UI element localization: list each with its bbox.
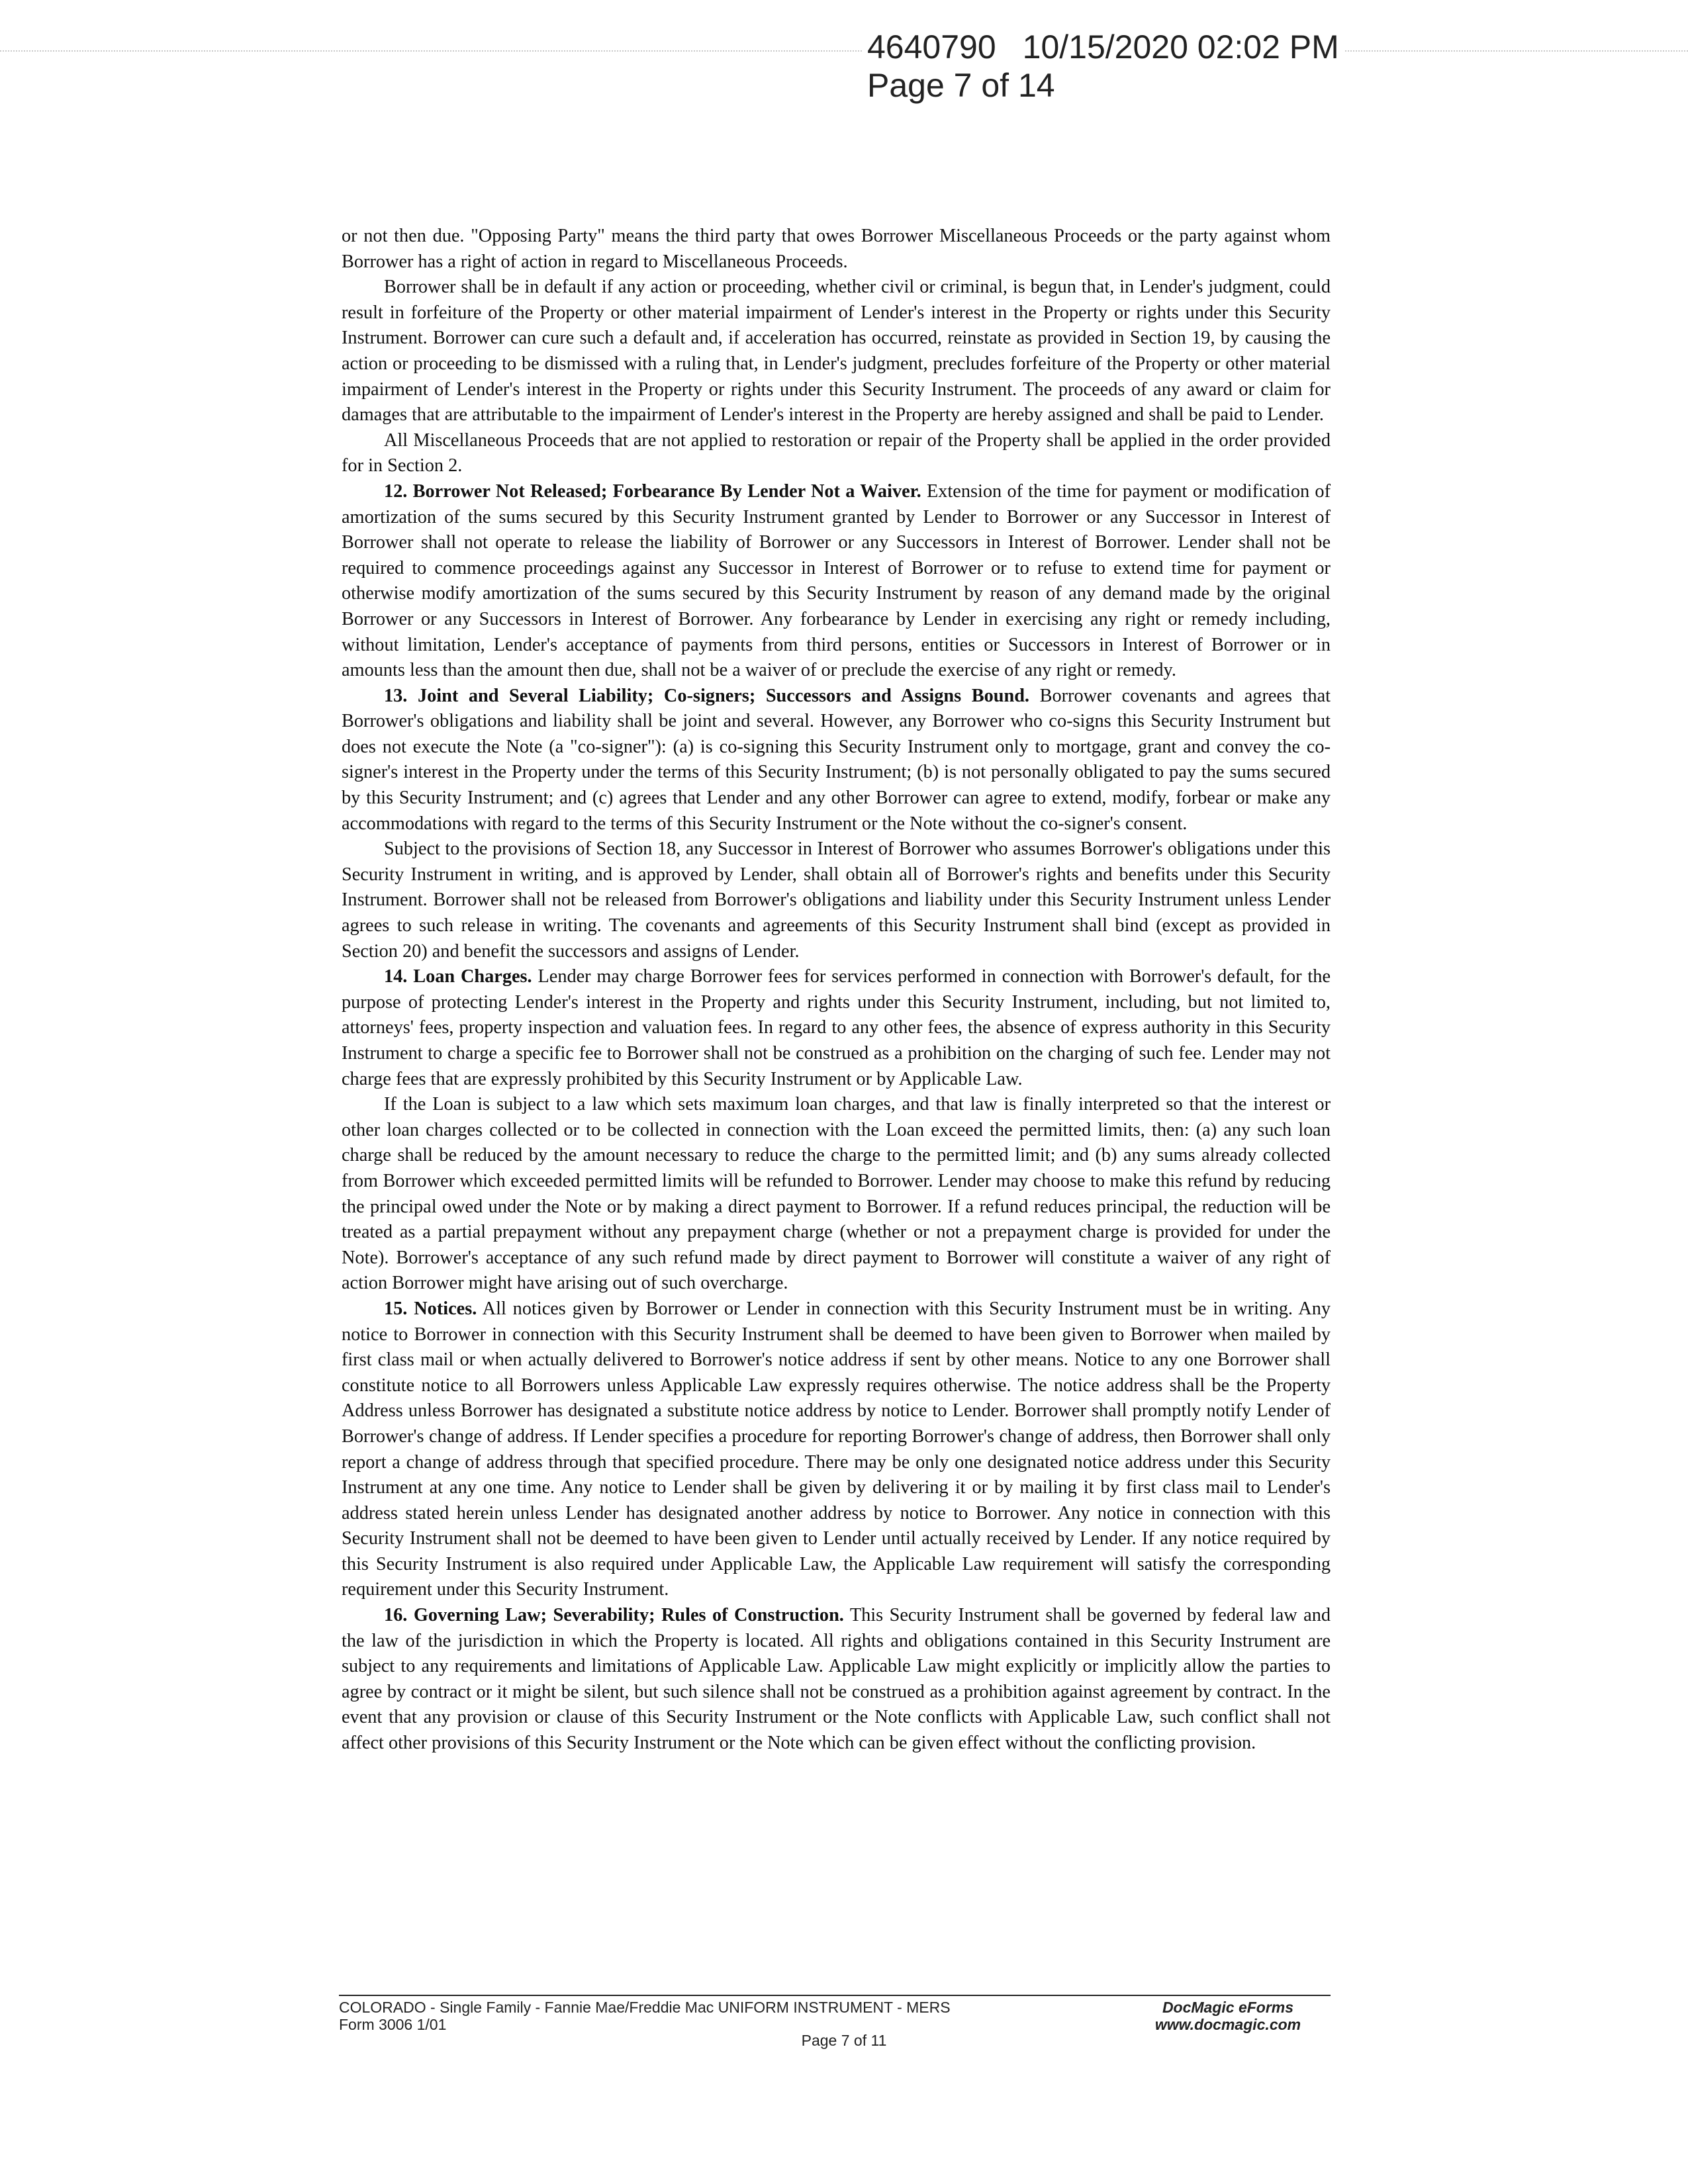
footer-website: www.docmagic.com	[1154, 2016, 1301, 2033]
recording-page: Page 7 of 14	[867, 67, 1055, 104]
footer-form-number: Form 3006 1/01	[339, 2016, 447, 2033]
footer-vendor-info	[1125, 1999, 1331, 2033]
footer-vendor: DocMagic eForms	[1162, 1999, 1294, 2016]
paragraph-heading: 15. Notices.	[384, 1298, 477, 1319]
paragraph-text: Subject to the provisions of Section 18, any Successor in Interest of Borrower who assumes Borrower's obligations under this Security Instrument in writing, and is approved by Lender, shall obtain all of Borrower's rights and benefits under this Security Instrument. Borrower shall not be released from Borrower's obligations and liability under this Security Instrument unless Lender agrees to such release in writing. The covenants and agreements of this Security Instrument shall bind (except as provided in Section 20) and benefit the successors and assigns of Lender.	[342, 839, 1331, 962]
paragraph	[342, 1092, 1331, 1297]
footer-rule	[339, 1995, 1331, 1996]
paragraph-text: This Security Instrument shall be governed by federal law and the law of the jurisdiction in which the Property is located. All rights and obligations contained in this Security Instrument are subject to any requirements and limitations of Applicable Law. Applicable Law might explicitly or implicitly allow the parties to agree by contract or it might be silent, but such silence shall not be construed as a prohibition against agreement by contract. In the event that any provision or clause of this Security Instrument or the Note conflicts with Applicable Law, such conflict shall not affect other provisions of this Security Instrument or the Note which can be given effect without the conflicting provision.	[342, 1605, 1331, 1754]
paragraph-text: Borrower shall be in default if any action or proceeding, whether civil or criminal, is begun that, in Lender's judgment, could result in forfeiture of the Property or other material impairment of Lender's interest in the Property or rights under this Security Instrument. Borrower can cure such a default and, if acceleration has occurred, reinstate as provided in Section 19, by causing the action or proceeding to be dismissed with a ruling that, in Lender's judgment, precludes forfeiture of the Property or other material impairment of Lender's interest in the Property or rights under this Security Instrument. The proceeds of any award or claim for damages that are attributable to the impairment of Lender's interest in the Property are hereby assigned and shall be paid to Lender.	[342, 277, 1331, 426]
document-body	[342, 224, 1331, 1756]
paragraph-heading: 13. Joint and Several Liability; Co-signers; Successors and Assigns Bound.	[384, 685, 1030, 706]
recording-doc-number: 4640790	[867, 28, 996, 66]
paragraph	[342, 224, 1331, 275]
recording-dotted-rule	[0, 50, 1688, 52]
paragraph-heading: 16. Governing Law; Severability; Rules of Construction.	[384, 1605, 844, 1626]
paragraph-text: If the Loan is subject to a law which sets maximum loan charges, and that law is finally interpreted so that the interest or other loan charges collected or to be collected in connection with the Loan exceed the permitted limits, then: (a) any such loan charge shall be reduced by the amount necessary to reduce the charge to the permitted limit; and (b) any sums already collected from Borrower which exceeded permitted limits will be refunded to Borrower. Lender may choose to make this refund by reducing the principal owed under the Note or by making a direct payment to Borrower. If a refund reduces principal, the reduction will be treated as a partial prepayment without any prepayment charge (whether or not a prepayment charge is provided for under the Note). Borrower's acceptance of any such refund made by direct payment to Borrower will constitute a waiver of any right of action Borrower might have arising out of such overcharge.	[342, 1094, 1331, 1294]
paragraph-text: Borrower covenants and agrees that Borrower's obligations and liability shall be joint and several. However, any Borrower who co-signs this Security Instrument but does not execute the Note (a "co-signer"): (a) is co-signing this Security Instrument only to mortgage, grant and convey the co-signer's interest in the Property under the terms of this Security Instrument; (b) is not personally obligated to pay the sums secured by this Security Instrument; and (c) agrees that Lender and any other Borrower can agree to extend, modify, forbear or make any accommodations with regard to the terms of this Security Instrument or the Note without the co-signer's consent.	[342, 685, 1331, 834]
paragraph	[342, 964, 1331, 1092]
paragraph-text: All Miscellaneous Proceeds that are not applied to restoration or repair of the Property shall be applied in the order provided for in Section 2.	[342, 430, 1331, 477]
paragraph-text: or not then due. "Opposing Party" means the third party that owes Borrower Miscellaneous Proceeds or the party against whom Borrower has a right of action in regard to Miscellaneous Proceeds.	[342, 226, 1331, 272]
paragraph	[342, 684, 1331, 837]
paragraph	[342, 837, 1331, 964]
recording-stamp	[862, 28, 1344, 105]
paragraph	[342, 479, 1331, 684]
paragraph-text: All notices given by Borrower or Lender in connection with this Security Instrument must be in writing. Any notice to Borrower in connection with this Security Instrument shall be deemed to have been given to Borrower when mailed by first class mail or when actually delivered to Borrower's notice address if sent by other means. Notice to any one Borrower shall constitute notice to all Borrowers unless Applicable Law expressly requires otherwise. The notice address shall be the Property Address unless Borrower has designated a substitute notice address by notice to Lender. Borrower shall promptly notify Lender of Borrower's change of address. If Lender specifies a procedure for reporting Borrower's change of address, then Borrower shall only report a change of address through that specified procedure. There may be only one designated notice address under this Security Instrument at any one time. Any notice to Lender shall be given by delivering it or by mailing it by first class mail to Lender's address stated herein unless Lender has designated another address by notice to Borrower. Any notice in connection with this Security Instrument shall not be deemed to have been given to Lender until actually received by Lender. If any notice required by this Security Instrument is also required under Applicable Law, the Applicable Law requirement will satisfy the corresponding requirement under this Security Instrument.	[342, 1298, 1331, 1600]
paragraph-text: Lender may charge Borrower fees for services performed in connection with Borrower's default, for the purpose of protecting Lender's interest in the Property and rights under this Security Instrument, including, but not limited to, attorneys' fees, property inspection and valuation fees. In regard to any other fees, the absence of express authority in this Security Instrument to charge a specific fee to Borrower shall not be construed as a prohibition on the charging of such fee. Lender may not charge fees that are expressly prohibited by this Security Instrument or by Applicable Law.	[342, 966, 1331, 1089]
paragraph-text: Extension of the time for payment or modification of amortization of the sums secured by this Security Instrument granted by Lender to Borrower or any Successor in Interest of Borrower shall not operate to release the liability of Borrower or any Successors in Interest of Borrower. Lender shall not be required to commence proceedings against any Successor in Interest of Borrower or to refuse to extend time for payment or otherwise modify amortization of the sums secured by this Security Instrument by reason of any demand made by the original Borrower or any Successors in Interest of Borrower. Any forbearance by Lender in exercising any right or remedy including, without limitation, Lender's acceptance of payments from third persons, entities or Successors in Interest of Borrower or in amounts less than the amount then due, shall not be a waiver of or preclude the exercise of any right or remedy.	[342, 480, 1331, 681]
footer-page-number: Page 7 of 11	[801, 2032, 887, 2049]
paragraph-heading: 12. Borrower Not Released; Forbearance By Lender Not a Waiver.	[384, 480, 921, 502]
footer-form-title: COLORADO - Single Family - Fannie Mae/Freddie Mac UNIFORM INSTRUMENT - MERS	[339, 1999, 951, 2016]
footer-form-info	[339, 1999, 951, 2033]
paragraph	[342, 275, 1331, 428]
paragraph	[342, 1297, 1331, 1603]
paragraph	[342, 1603, 1331, 1756]
paragraph-heading: 14. Loan Charges.	[384, 966, 532, 987]
paragraph	[342, 428, 1331, 479]
recording-datetime: 10/15/2020 02:02 PM	[1022, 28, 1339, 66]
